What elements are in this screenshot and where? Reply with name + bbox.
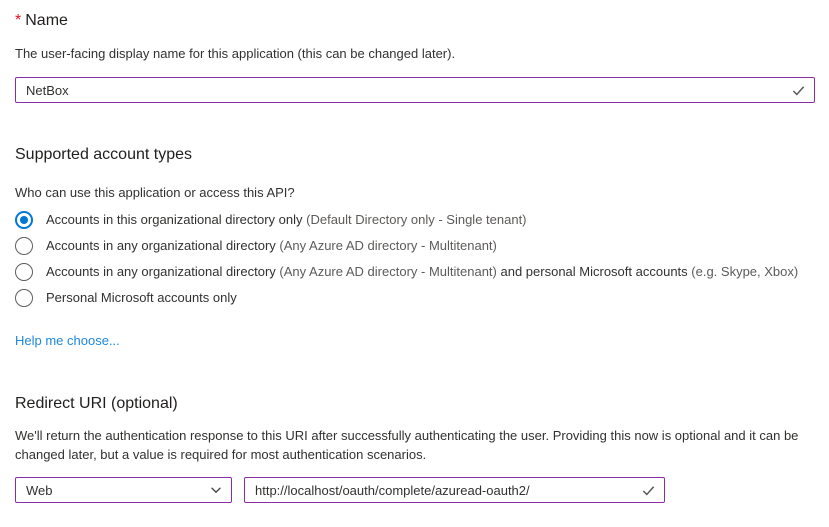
radio-button[interactable] <box>15 289 33 307</box>
account-type-option[interactable] <box>15 211 815 229</box>
account-types-question: Who can use this application or access this API? <box>15 185 295 200</box>
account-type-option[interactable] <box>15 263 815 281</box>
redirect-uri-input-field <box>244 477 665 503</box>
name-description: The user-facing display name for this application (this can be changed later). <box>15 46 456 61</box>
account-type-label: Accounts in any organizational directory (Any Azure AD directory - Multitenant) and personal Microsoft accounts (e.g. Skype, Xbox) <box>46 264 799 279</box>
redirect-uri-row <box>15 477 815 503</box>
name-input-field <box>15 77 815 103</box>
chevron-down-icon <box>209 483 223 497</box>
help-me-choose-link[interactable]: Help me choose... <box>15 333 120 348</box>
account-type-option[interactable] <box>15 237 815 255</box>
radio-button-selected[interactable] <box>15 211 33 229</box>
check-icon <box>641 483 656 498</box>
redirect-uri-description: We'll return the authentication response to this URI after successfully authenticating the user. Providing this now is optional and it can be changed later, but a value is required for most authentication scenarios. <box>15 428 799 462</box>
platform-select-value: Web <box>26 482 53 498</box>
check-icon <box>791 83 806 98</box>
account-type-label: Accounts in any organizational directory (Any Azure AD directory - Multitenant) <box>46 238 497 253</box>
required-asterisk: * <box>15 12 22 29</box>
redirect-uri-title: Redirect URI (optional) <box>15 395 178 412</box>
redirect-uri-input[interactable] <box>245 483 641 498</box>
app-registration-form <box>0 11 829 503</box>
account-type-option[interactable] <box>15 289 815 307</box>
name-section-title <box>15 11 815 31</box>
account-type-label: Accounts in this organizational directory only (Default Directory only - Single tenant) <box>46 212 527 227</box>
name-title-text: Name <box>25 12 68 29</box>
account-types-title: Supported account types <box>15 146 193 163</box>
radio-button[interactable] <box>15 263 33 281</box>
account-type-label: Personal Microsoft accounts only <box>46 290 237 305</box>
name-input[interactable] <box>16 83 791 98</box>
radio-button[interactable] <box>15 237 33 255</box>
platform-select[interactable] <box>15 477 232 503</box>
account-type-options <box>15 211 815 307</box>
